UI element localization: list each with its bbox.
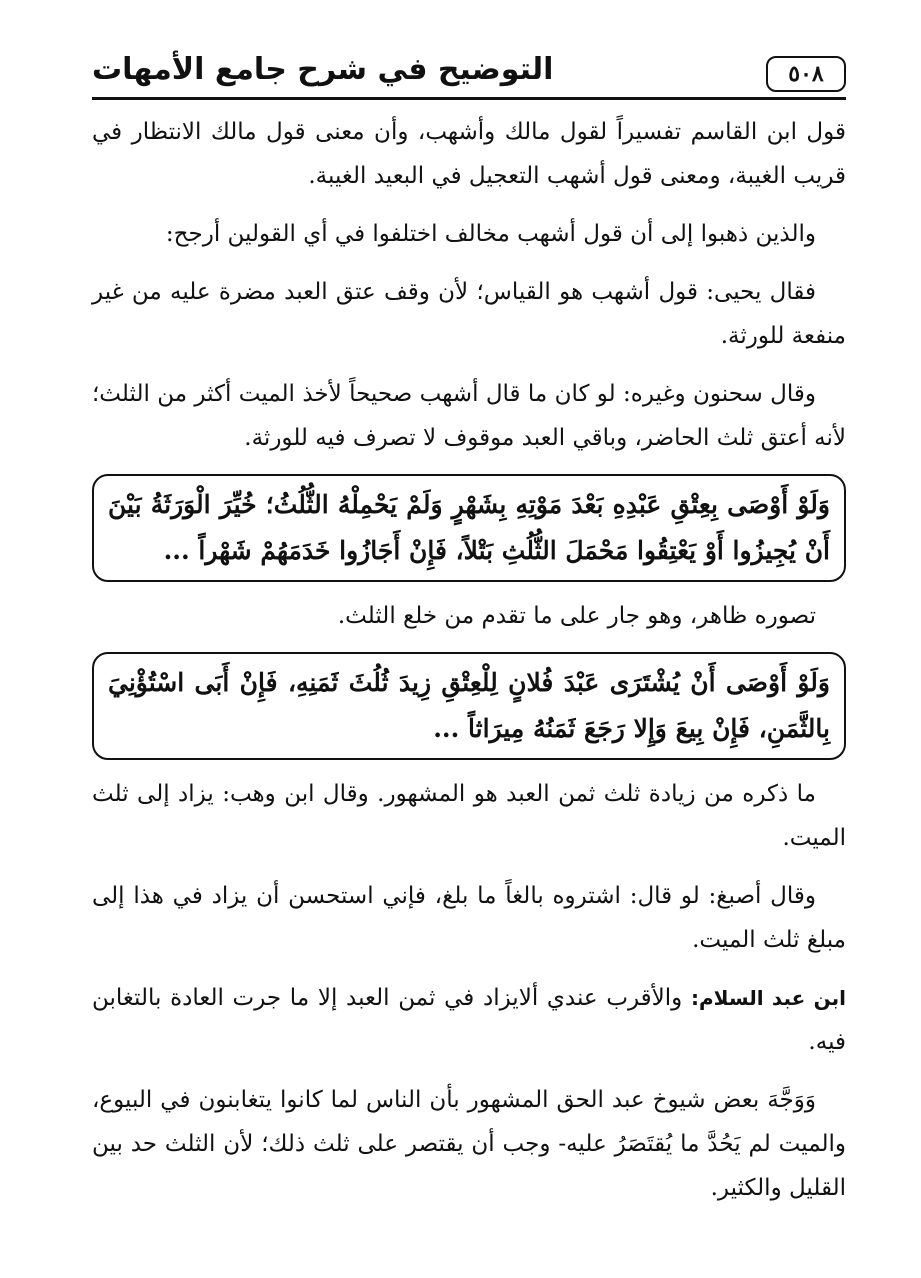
- paragraph-1: قول ابن القاسم تفسيراً لقول مالك وأشهب، وأن معنى قول مالك الانتظار في قريب الغيبة، ومعنى قول أشهب التعجيل في البعيد الغيبة.: [92, 119, 846, 189]
- scholar-name: ابن عبد السلام:: [691, 986, 846, 1010]
- paragraph-5: تصوره ظاهر، وهو جار على ما تقدم من خلع الثلث.: [337, 603, 816, 629]
- paragraph-6: ما ذكره من زيادة ثلث ثمن العبد هو المشهور. وقال ابن وهب: يزاد إلى ثلث الميت.: [92, 781, 846, 851]
- paragraph-3: فقال يحيى: قول أشهب هو القياس؛ لأن وقف عتق العبد مضرة عليه من غير منفعة للورثة.: [92, 279, 846, 349]
- header-rule: [92, 97, 846, 100]
- paragraph-8: [92, 976, 846, 1064]
- paragraph-4: وقال سحنون وغيره: لو كان ما قال أشهب صحيحاً لأخذ الميت أكثر من الثلث؛ لأنه أعتق ثلث الحاضر، وباقي العبد موقوف لا تصرف فيه للورثة.: [92, 381, 846, 451]
- paragraph-7: وقال أصبغ: لو قال: اشتروه بالغاً ما بلغ، فإني استحسن أن يزاد في هذا إلى مبلغ ثلث الميت.: [92, 883, 846, 953]
- page-number: ٥٠٨: [766, 56, 846, 92]
- matn-box-1: وَلَوْ أَوْصَى بِعِتْقِ عَبْدِهِ بَعْدَ مَوْتِهِ بِشَهْرٍ وَلَمْ يَحْمِلْهُ الثُّلُثُ؛ خُيِّرَ الْوَرَثَةُ بَيْنَ أَنْ يُجِيزُوا أَوْ يَعْتِقُوا مَحْمَلَ الثُّلُثِ بَتْلاً، فَإِنْ أَجَازُوا خَدَمَهُمْ شَهْراً ...: [92, 474, 846, 582]
- matn-box-2: وَلَوْ أَوْصَى أَنْ يُشْتَرَى عَبْدَ فُلانٍ لِلْعِتْقِ زِيدَ ثُلُثَ ثَمَنِهِ، فَإِنْ أَبَى اسْتُؤْنِيَ بِالثَّمَنِ، فَإِنْ بِيعَ وَإِلا رَجَعَ ثَمَنُهُ مِيرَاثاً ...: [92, 652, 846, 760]
- paragraph-8-text: والأقرب عندي ألايزاد في ثمن العبد إلا ما جرت العادة بالتغابن فيه.: [92, 985, 846, 1055]
- page-body: [92, 110, 846, 1224]
- paragraph-2: والذين ذهبوا إلى أن قول أشهب مخالف اختلفوا في أي القولين أرجح:: [165, 221, 816, 247]
- page-header: [92, 50, 846, 100]
- running-title: التوضيح في شرح جامع الأمهات: [92, 52, 554, 87]
- paragraph-9: وَوَجَّهَ بعض شيوخ عبد الحق المشهور بأن الناس لما كانوا يتغابنون في البيوع، والميت لم يَحُدَّ ما يُقتَصَرُ عليه- وجب أن يقتصر على ثلث ذلك؛ لأن الثلث حد بين القليل والكثير.: [92, 1087, 846, 1201]
